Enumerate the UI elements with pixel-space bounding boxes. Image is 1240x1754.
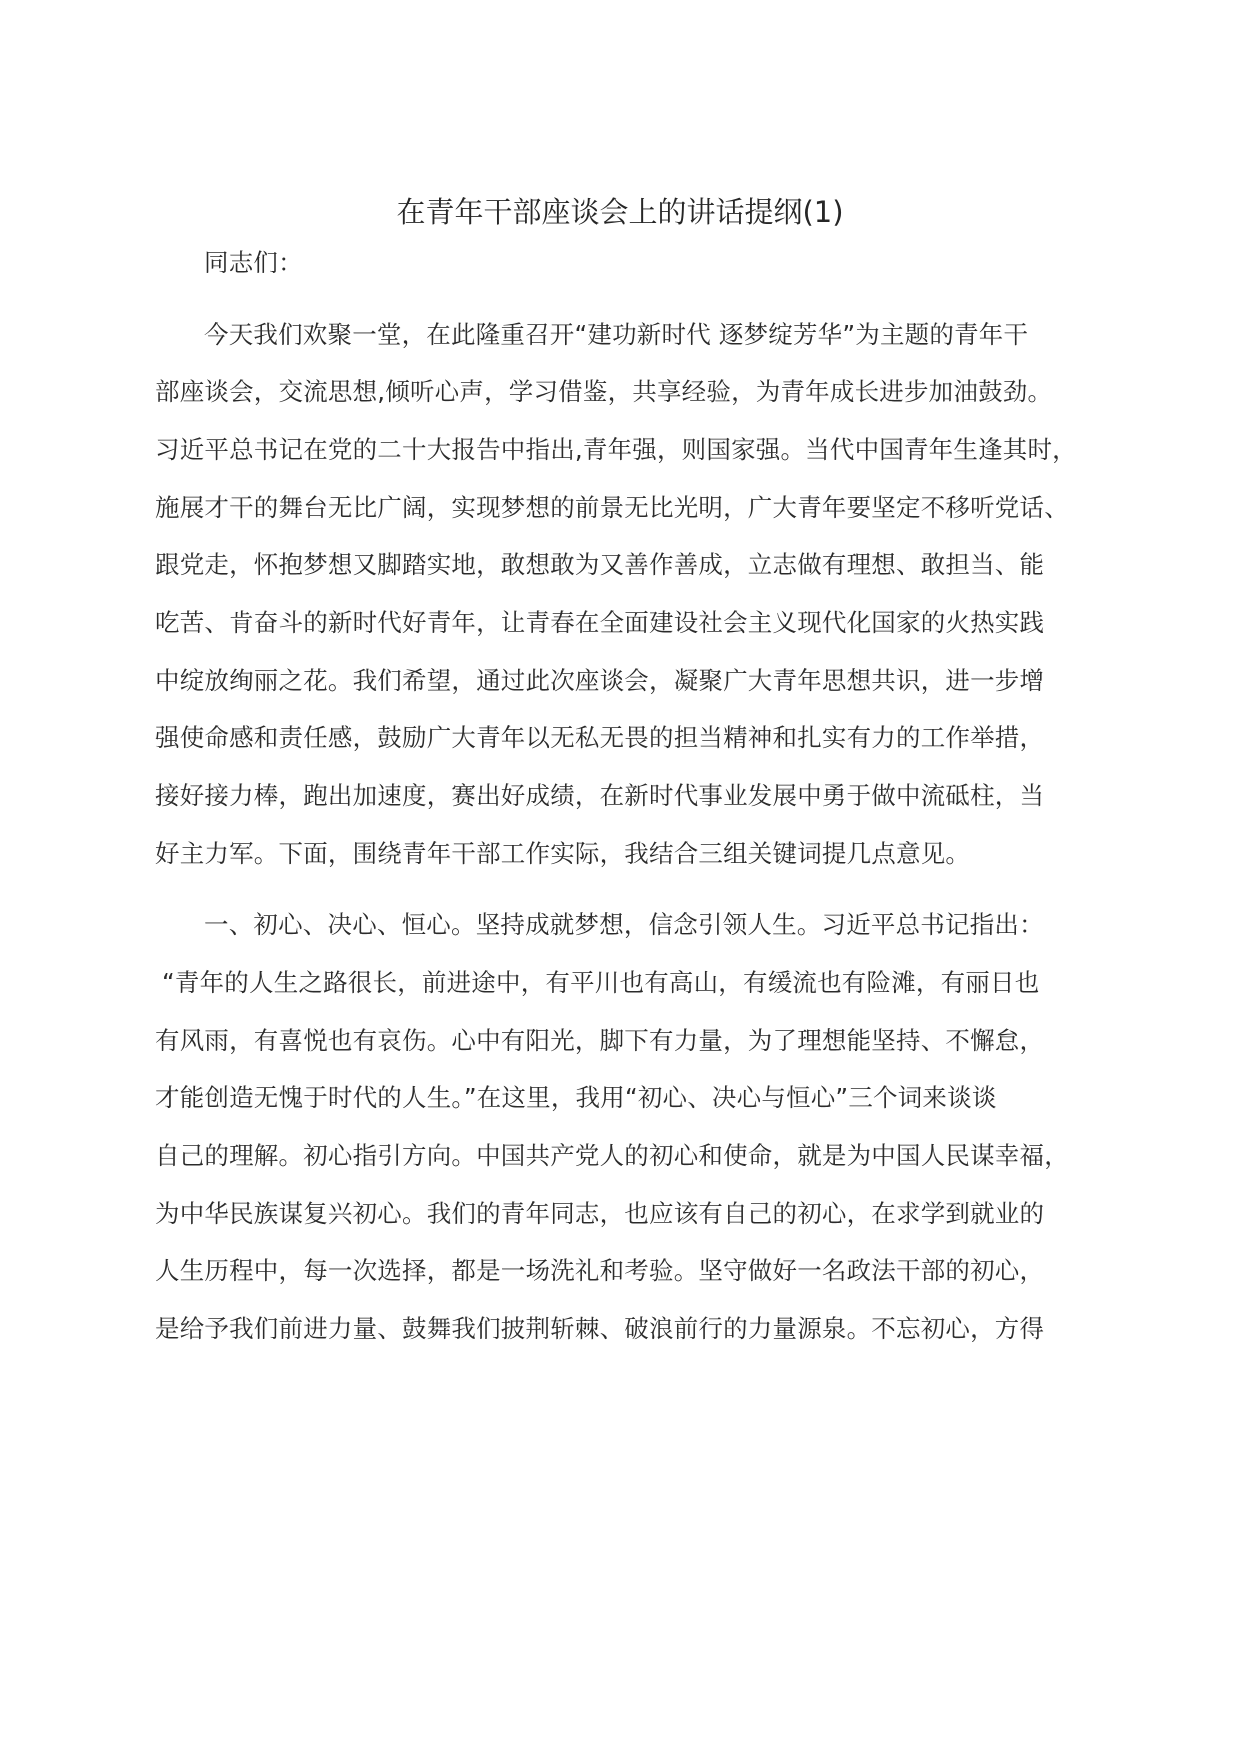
paragraph-line: 部座谈会，交流思想,倾听心声，学习借鉴，共享经验，为青年成长进步加油鼓劲。 — [155, 377, 1053, 406]
paragraph-line: 习近平总书记在党的二十大报告中指出,青年强，则国家强。当代中国青年生逢其时， — [155, 435, 1077, 464]
paragraph-line: 中绽放绚丽之花。我们希望，通过此次座谈会，凝聚广大青年思想共识，进一步增 — [155, 666, 1045, 695]
paragraph-line: 有风雨，有喜悦也有哀伤。心中有阳光，脚下有力量，为了理想能坚持、不懈怠， — [155, 1026, 1045, 1055]
paragraph-line: 自己的理解。初心指引方向。中国共产党人的初心和使命，就是为中国人民谋幸福， — [155, 1141, 1069, 1170]
salutation: 同志们： — [204, 248, 303, 277]
paragraph-line: 一、初心、决心、恒心。坚持成就梦想，信念引领人生。习近平总书记指出： — [204, 910, 1044, 939]
paragraph-line: 吃苦、肯奋斗的新时代好青年，让青春在全面建设社会主义现代化国家的火热实践 — [155, 608, 1045, 637]
paragraph-line: 为中华民族谋复兴初心。我们的青年同志，也应该有自己的初心，在求学到就业的 — [155, 1199, 1045, 1228]
paragraph-line: 强使命感和责任感，鼓励广大青年以无私无畏的担当精神和扎实有力的工作举措， — [155, 723, 1045, 752]
paragraph-line: 好主力军。下面，围绕青年干部工作实际，我结合三组关键词提几点意见。 — [155, 839, 971, 868]
paragraph-line: 今天我们欢聚一堂，在此隆重召开“建功新时代 逐梦绽芳华”为主题的青年干 — [204, 320, 1029, 349]
paragraph-line: “青年的人生之路很长，前进途中，有平川也有高山，有缓流也有险滩，有丽日也 — [162, 968, 1040, 997]
paragraph-line: 人生历程中，每一次选择，都是一场洗礼和考验。坚守做好一名政法干部的初心， — [155, 1256, 1045, 1285]
paragraph-line: 才能创造无愧于时代的人生。”在这里，我用“初心、决心与恒心”三个词来谈谈 — [155, 1083, 997, 1112]
paragraph-line: 施展才干的舞台无比广阔，实现梦想的前景无比光明，广大青年要坚定不移听党话、 — [155, 493, 1069, 522]
paragraph-line: 跟党走，怀抱梦想又脚踏实地，敢想敢为又善作善成，立志做有理想、敢担当、能 — [155, 550, 1045, 579]
paragraph-line: 接好接力棒，跑出加速度，赛出好成绩，在新时代事业发展中勇于做中流砥柱，当 — [155, 781, 1045, 810]
document-title: 在青年干部座谈会上的讲话提纲(1) — [396, 195, 844, 229]
paragraph-line: 是给予我们前进力量、鼓舞我们披荆斩棘、破浪前行的力量源泉。不忘初心，方得 — [155, 1314, 1045, 1343]
